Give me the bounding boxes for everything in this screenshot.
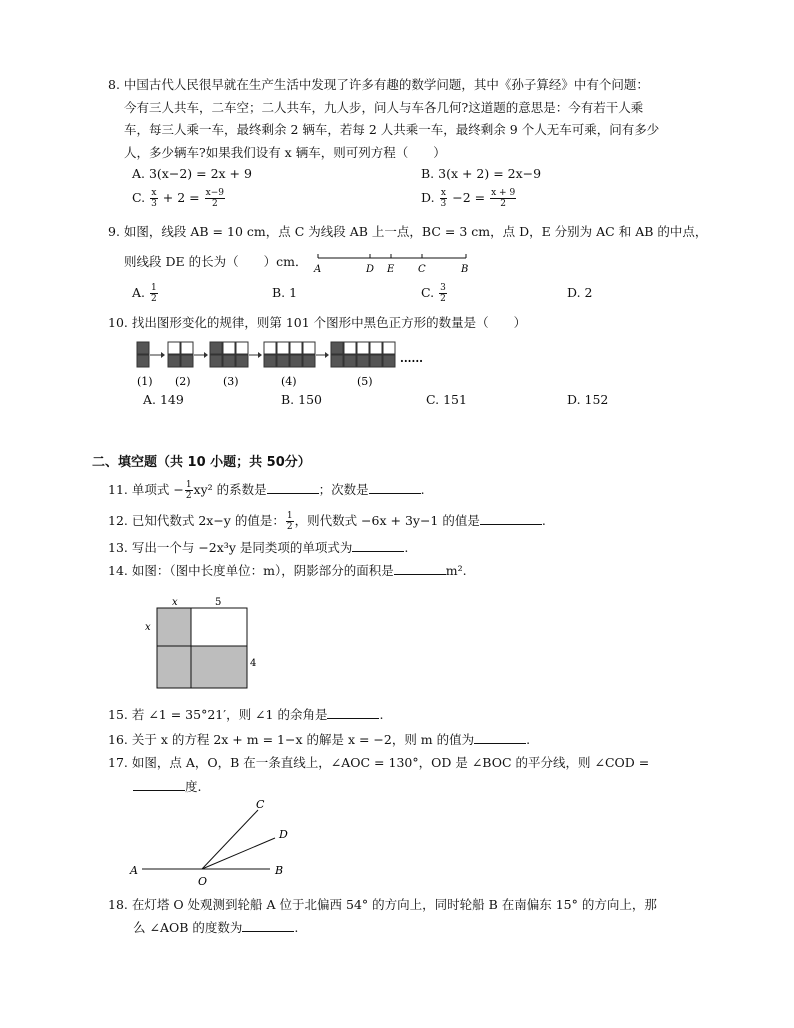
q8-option-a[interactable]: A. 3(x−2) = 2x + 9 [132,166,252,181]
label-right-4: 4 [250,658,257,669]
ray-od [202,838,275,869]
q16-end: . [526,732,531,747]
option-letter: C. [421,285,435,300]
fraction: $\frac{x}{3}$ [440,188,447,209]
pattern-figure [135,340,435,390]
q11-text-mid: xy² 的系数是 [193,482,267,497]
area-figure [140,596,270,696]
label-top-5: 5 [215,597,222,608]
q15-text: 15. 若 ∠1 = 35°21′，则 ∠1 的余角是 [108,707,328,722]
q12-text: 12. 已知代数式 2x−y 的值是： [108,513,285,528]
label-o: O [198,875,208,888]
q10-option-c[interactable]: C. 151 [426,392,467,407]
expr: −2 = [452,190,486,205]
angle-diagram [125,798,300,890]
label-c: C [418,264,426,275]
q8-option-c[interactable] [132,188,226,209]
q15-answer-blank[interactable] [327,706,379,719]
q18-line1: 18. 在灯塔 O 处观测到轮船 A 位于北偏西 54° 的方向上，同时轮船 B 在南偏东 15° 的方向上，那 [108,897,657,912]
q8-line1: 8. 中国古代人民很早就在生产生活中发现了许多有趣的数学问题，其中《孙子算经》中有个问题： [108,77,649,92]
q9-line2: 则线段 DE 的长为（ ）cm． [124,254,308,269]
q8-line2: 今有三人共车，二车空；二人共车，九人步，问人与车各几何?这道题的意思是：今有若干人乘 [124,100,644,115]
q8-option-d[interactable] [421,188,517,209]
fraction: $\frac{1}{2}$ [151,283,157,304]
label-a: A [314,264,322,275]
q13-answer-blank[interactable] [352,539,404,552]
label-c: C [256,798,265,811]
question-11 [108,480,425,501]
q16-text: 16. 关于 x 的方程 2x + m = 1−x 的解是 x = −2，则 m 的值为 [108,732,475,747]
label-top-x: x [172,597,178,608]
fraction: $\frac{1}{2}$ [286,511,293,532]
q9-option-a[interactable] [132,283,159,304]
option-letter: D. [421,190,435,205]
figure-1 [137,342,149,367]
question-12 [108,511,546,532]
figure-2 [168,342,193,367]
q14-answer-blank[interactable] [394,562,446,575]
q17-line1: 17. 如图，点 A，O，B 在一条直线上，∠AOC = 130°，OD 是 ∠BOC 的平分线，则 ∠COD = [108,755,650,770]
q9-option-d[interactable]: D. 2 [567,285,593,300]
label-d: D [366,264,375,275]
option-letter: A. [132,285,146,300]
fraction: $\frac{3}{2}$ [440,283,446,304]
q8-line3: 车，每三人乘一车，最终剩余 2 辆车，若每 2 人共乘一车，最终剩余 9 个人无车可乘，问有多少 [124,122,660,137]
label-b: B [461,264,469,275]
section-heading: 二、填空题（共 10 小题；共 50分） [92,455,311,470]
figure-5 [331,342,395,367]
fig-label-4: (4) [281,375,297,388]
label-b: B [275,864,284,877]
q10-option-a[interactable]: A. 149 [143,392,184,407]
q15-end: . [379,707,384,722]
fig-label-3: (3) [223,375,239,388]
q13-end: . [404,540,409,555]
q18-line2 [133,918,298,938]
q18-text: 么 ∠AOB 的度数为 [133,920,243,935]
q9-option-b[interactable]: B. 1 [272,285,298,300]
ellipsis: ...... [400,352,423,365]
fraction: $\frac{x}{3}$ [151,188,157,209]
question-14 [108,561,467,581]
fig-label-5: (5) [357,375,373,388]
q17-end: 度. [185,779,202,794]
q10-option-b[interactable]: B. 150 [281,392,322,407]
q17-answer-blank[interactable] [133,778,185,791]
q18-end: . [294,920,299,935]
fraction: $\frac{x + 9}{2}$ [491,188,516,209]
q16-answer-blank[interactable] [474,731,526,744]
question-15 [108,705,383,725]
figure-4 [264,342,315,367]
option-letter: C. [132,190,146,205]
expr: + 2 = [162,190,200,205]
label-left-x: x [145,622,151,633]
q12-answer-blank[interactable] [480,512,542,525]
q8-line4: 人，多少辆车?如果我们设有 x 辆车，则可列方程（ ） [124,145,446,160]
question-16 [108,730,530,750]
ray-oc [202,810,258,869]
q13-text: 13. 写出一个与 −2x³y 是同类项的单项式为 [108,540,353,555]
fig-label-2: (2) [175,375,191,388]
q11-text-sep: ；次数是 [318,482,369,497]
q8-option-b[interactable]: B. 3(x + 2) = 2x−9 [421,166,542,181]
q11-end: . [420,482,425,497]
q12-end: . [541,513,546,528]
q11-answer-blank-2[interactable] [369,481,421,494]
fig-label-1: (1) [137,375,153,388]
q17-line2 [133,777,201,797]
figure-3 [210,342,248,367]
label-e: E [387,264,395,275]
q14-end: m². [445,563,467,578]
fraction: $\frac{x-9}{2}$ [205,188,224,209]
q10-line1: 10. 找出图形变化的规律，则第 101 个图形中黑色正方形的数量是（ ） [108,315,527,330]
q9-option-c[interactable] [421,283,448,304]
q14-text: 14. 如图：（图中长度单位：m），阴影部分的面积是 [108,563,394,578]
question-13 [108,538,408,558]
q11-text: 11. 单项式 − [108,482,184,497]
q9-line1: 9. 如图，线段 AB = 10 cm，点 C 为线段 AB 上一点，BC = 3 cm，点 D，E 分别为 AC 和 AB 的中点， [108,224,708,239]
q10-option-d[interactable]: D. 152 [567,392,609,407]
fraction: $\frac{1}{2}$ [185,480,192,501]
q18-answer-blank[interactable] [242,919,294,932]
q11-answer-blank-1[interactable] [267,481,319,494]
label-d: D [279,828,288,841]
label-a: A [130,864,138,877]
segment-diagram [310,250,480,276]
q12-text-mid: ，则代数式 −6x + 3y−1 的值是 [294,513,480,528]
